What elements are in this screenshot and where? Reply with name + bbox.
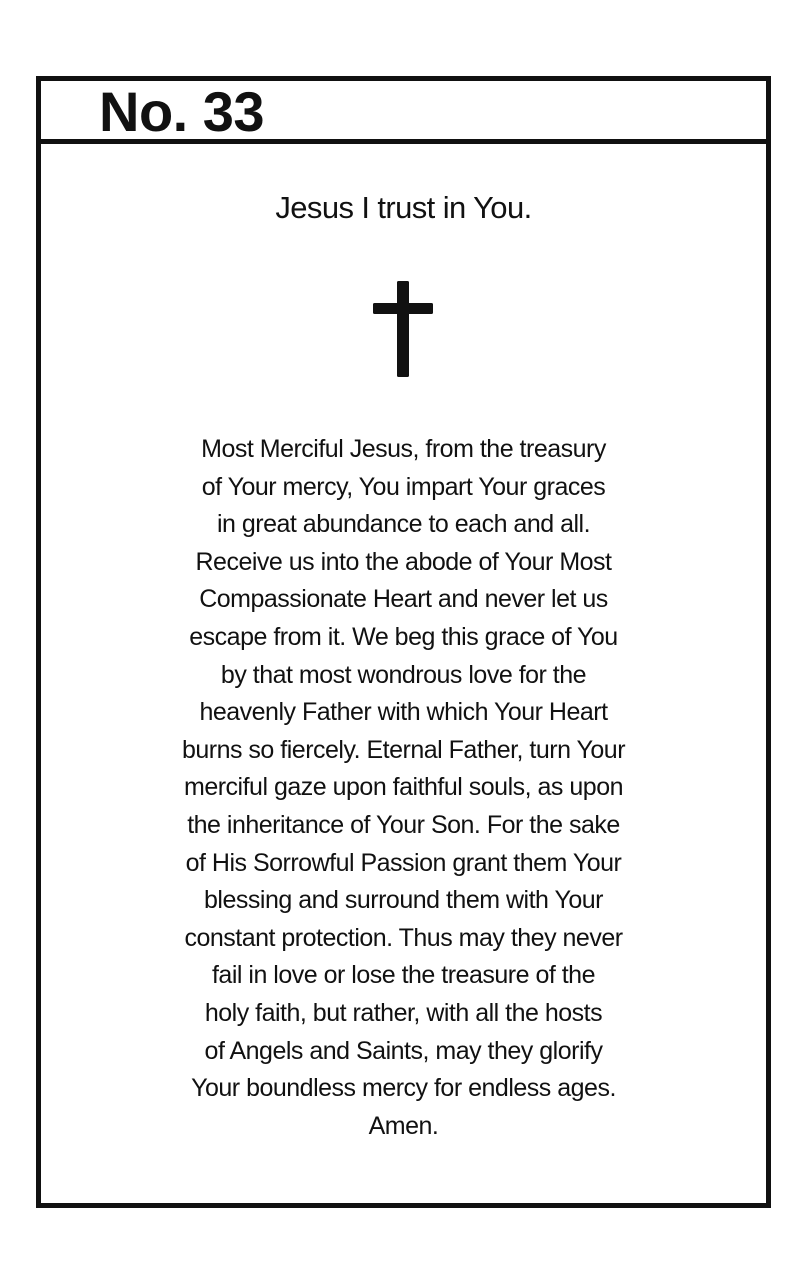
prayer-line: Compassionate Heart and never let us	[199, 585, 608, 614]
prayer-line: merciful gaze upon faithful souls, as upon	[184, 773, 623, 802]
prayer-card	[36, 76, 771, 1208]
prayer-line: of Your mercy, You impart Your graces	[201, 472, 606, 501]
prayer-line: of His Sorrowful Passion grant them Your	[185, 848, 622, 877]
card-heading: Jesus I trust in You.	[275, 190, 532, 225]
prayer-line: the inheritance of Your Son. For the sake	[187, 810, 620, 839]
cross-icon	[373, 281, 433, 377]
cross-horizontal-beam	[373, 303, 433, 314]
prayer-line: Amen.	[368, 1111, 439, 1140]
prayer-line: Your boundless mercy for endless ages.	[191, 1074, 616, 1103]
prayer-line: blessing and surround them with Your	[204, 886, 603, 915]
prayer-line: fail in love or lose the treasure of the	[211, 961, 595, 990]
prayer-line: burns so fiercely. Eternal Father, turn Your	[181, 735, 626, 764]
prayer-line: heavenly Father with which Your Heart	[199, 698, 608, 727]
prayer-text	[41, 431, 766, 1145]
card-header	[41, 81, 766, 144]
prayer-line: escape from it. We beg this grace of You	[189, 622, 618, 651]
prayer-line: by that most wondrous love for the	[220, 660, 587, 689]
card-number: No. 33	[99, 80, 265, 143]
prayer-line: of Angels and Saints, may they glorify	[204, 1036, 603, 1065]
cross-vertical-beam	[397, 281, 409, 377]
prayer-line: in great abundance to each and all.	[216, 510, 591, 539]
prayer-line: constant protection. Thus may they never	[184, 923, 623, 952]
prayer-line: holy faith, but rather, with all the hosts	[204, 998, 603, 1027]
prayer-line: Most Merciful Jesus, from the treasury	[201, 435, 606, 463]
prayer-line: Receive us into the abode of Your Most	[195, 547, 612, 576]
